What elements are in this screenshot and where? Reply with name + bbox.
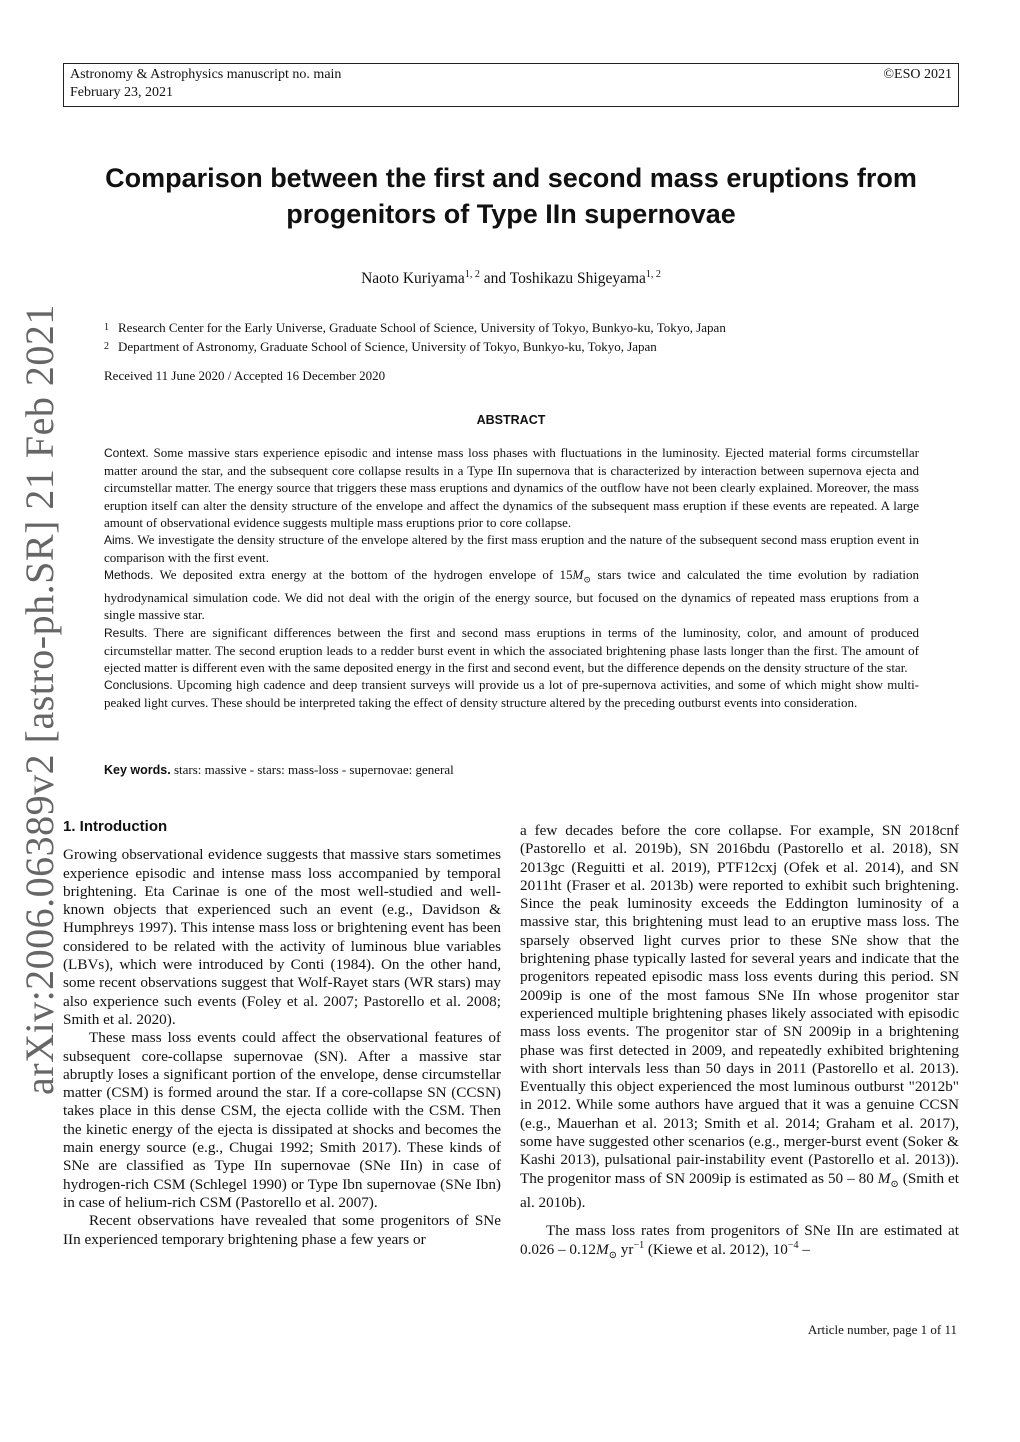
abstract-context — [104, 444, 919, 531]
paragraph-text: (Kiewe et al. 2012), 10 — [647, 1240, 788, 1258]
manuscript-header — [63, 63, 959, 107]
aims-text: We investigate the density structure of the envelope altered by the first mass eruption and the nature of the subsequent second mass eruption event in comparison with the first event. — [104, 532, 920, 566]
paragraph-text: – — [802, 1240, 810, 1258]
exponent: −4 — [787, 1239, 799, 1251]
page-footer: Article number, page 1 of 11 — [807, 1322, 957, 1337]
affiliation-list — [104, 318, 924, 356]
solar-mass-symbol: M — [595, 1240, 609, 1258]
sun-subscript: ⊙ — [583, 575, 591, 586]
author-name: Naoto Kuriyama — [361, 270, 465, 287]
abstract-results — [104, 624, 919, 677]
aims-label: Aims. — [104, 533, 134, 548]
methods-label: Methods. — [104, 568, 154, 583]
context-label: Context. — [104, 446, 149, 460]
section-heading: 1. Introduction — [63, 818, 168, 835]
results-text: There are significant differences between the first and second mass eruptions in terms of the luminosity, color, and amount of produced circumstellar matter. The second eruption leads to a redder burst event in which the associated brightening phase lasts longer than the first. The amount of ejected matter is different even with the same deposited energy in the first and second event, but the difference depends on the density structure of the star. — [104, 624, 919, 676]
paragraph-text: a few decades before the core collapse. For example, SN 2018cnf (Pastorello et al. 2019b), SN 2016bdu (Pastorello et al. 2018), SN 2013gc (Reguitti et al. 2019), PTF12cxj (Ofek et al. 2014), and SN 2011ht (Fraser et al. 2013b) were reported to exhibit such brightening. Since the peak luminosity exceeds the Eddington luminosity of a massive star, this brightening must lead to an eruptive mass loss. The sparsely observed light curves prior to these SNe show that the brightening phase typically lasted for several years and indicate that the progenitors repeated episodic mass loss events during this period. SN 2009ip is one of the most famous SNe IIn whose progenitor star experienced multiple brightening phases likely associated with episodic mass loss events. The progenitor star of SN 2009ip in a brightening phase was first detected in 2009, and repeatedly exhibited brightening with short intervals less than 50 days in 2011 (Pastorello et al. 2013). Eventually this object experienced the most luminous outburst "2012b" in 2012. While some authors have argued that it was a genuine CCSN (e.g., Mauerhan et al. 2013; Smith et al. 2014; Graham et al. 2017), some have suggested other scenarios (e.g., merger-burst event (Soker & Kashi 2013), pulsational pair-instability event (Pastorello et al. 2013)). The progenitor mass of SN 2009ip is estimated as 50 – 80 — [520, 822, 959, 1187]
methods-text: We deposited extra energy at the bottom of the hydrogen envelope of 15 — [159, 567, 573, 583]
copyright: ©ESO 2021 — [883, 67, 952, 82]
journal-line: Astronomy & Astrophysics manuscript no. main — [70, 67, 342, 82]
abstract-aims — [104, 531, 919, 566]
author-conjunction: and — [483, 270, 507, 287]
conclusions-text: Upcoming high cadence and deep transient surveys will provide us a lot of pre-supernova activities, and some of which might show multi-peaked light curves. These should be interpreted taking the effect of density structure altered by the preceding outburst events into consideration. — [104, 677, 920, 711]
paper-title: Comparison between the first and second mass eruptions from progenitors of Type IIn supernovae — [105, 163, 917, 229]
paragraph-text: The mass loss rates from progenitors of SNe IIn are estimated at 0.026 – 0.12 — [520, 1222, 959, 1258]
arxiv-identifier: arXiv:2006.06389v2 [astro-ph.SR] 21 Feb 2021 — [17, 304, 62, 1095]
intro-paragraph: Growing observational evidence suggests that massive stars sometimes experience episodic and intense mass loss accompanied by temporal brightening. Eta Carinae is one of the most well-studied and well-known objects that experienced such an event (e.g., Davidson & Humphreys 1997). This intense mass loss or brightening event has been considered to be related with the activity of luminous blue variables (LBVs), which were introduced by Conti (1984). On the other hand, some recent observations suggest that Wolf-Rayet stars (WR stars) may also experience such events (Foley et al. 2007; Pastorello et al. 2008; Smith et al. 2020). — [63, 846, 501, 1028]
results-label: Results. — [104, 625, 148, 640]
sun-subscript: ⊙ — [890, 1178, 899, 1190]
keywords-label: Key words. — [104, 763, 171, 777]
unit-text: yr — [620, 1240, 634, 1258]
abstract-body — [104, 444, 919, 712]
intro-paragraph-continued — [520, 822, 959, 1212]
author-affiliation-mark: 1, 2 — [464, 268, 480, 280]
intro-paragraph — [520, 1222, 959, 1265]
received-date: Received 11 June 2020 / Accepted 16 December 2020 — [104, 368, 386, 383]
intro-paragraph: Recent observations have revealed that some progenitors of SNe IIn experienced temporary brightening phase a few years or — [63, 1212, 501, 1248]
abstract-methods — [104, 566, 919, 623]
author-list — [63, 270, 959, 288]
keywords — [104, 762, 919, 778]
conclusions-label: Conclusions. — [104, 678, 173, 693]
affiliation — [104, 318, 924, 337]
paragraph-text: (Smith et al. 2010b). — [520, 1169, 960, 1211]
left-column — [63, 818, 501, 1249]
affiliation — [104, 337, 924, 356]
methods-text-cont: stars twice and calculated the time evolution by radiation hydrodynamical simulation code. We did not deal with the origin of the energy source, but focused on the dynamics of repeated mass eruptions from a single massive star. — [104, 567, 920, 623]
keywords-text: stars: massive - stars: mass-loss - supernovae: general — [173, 762, 454, 777]
solar-mass-symbol: M — [572, 567, 584, 583]
affiliation-number: 1 — [104, 322, 109, 333]
sun-subscript: ⊙ — [608, 1249, 617, 1261]
intro-paragraph: These mass loss events could affect the observational features of subsequent core-collapse supernovae (SN). After a massive star abruptly loses a significant portion of the envelope, dense circumstellar matter (CSM) is formed around the star. If a core-collapse SN (CCSN) takes place in this dense CSM, the ejecta collide with the CSM. Then the kinetic energy of the ejecta is dissipated at shocks and becomes the main energy source (e.g., Chugai 1992; Smith 2017). These kinds of SNe are classified as Type IIn supernovae (SNe IIn) in case of hydrogen-rich CSM (Schlegel 1990) or Type Ibn supernovae (SNe Ibn) in case of helium-rich CSM (Pastorello et al. 2007). — [63, 1029, 501, 1211]
affiliation-number: 2 — [104, 341, 109, 352]
author-affiliation-mark: 1, 2 — [645, 268, 661, 280]
affiliation-text: Research Center for the Early Universe, Graduate School of Science, University of Tokyo, Bunkyo-ku, Tokyo, Japan — [118, 320, 726, 335]
affiliation-text: Department of Astronomy, Graduate School of Science, University of Tokyo, Bunkyo-ku, Tokyo, Japan — [118, 339, 657, 354]
right-column — [520, 822, 959, 1265]
context-text: Some massive stars experience episodic and intense mass loss phases with fluctuations in the luminosity. Ejected material forms circumstellar matter around the star, and the subsequent core collapse results in a Type IIn supernova that is characterized by interaction between supernova ejecta and circumstellar matter. The energy source that triggers these mass eruptions and dynamics of the outflow have not been clearly explained. Moreover, the mass eruption itself can alter the density structure of the envelope and affect the dynamics of the subsequent mass eruption if these events are repeated. A large amount of observational evidence suggests multiple mass eruptions prior to core collapse. — [104, 445, 920, 530]
exponent: −1 — [633, 1239, 645, 1251]
manuscript-date: February 23, 2021 — [70, 85, 174, 100]
abstract-conclusions — [104, 676, 919, 711]
solar-mass-symbol: M — [877, 1169, 891, 1187]
author-name: Toshikazu Shigeyama — [509, 270, 646, 287]
abstract-heading: ABSTRACT — [476, 413, 546, 427]
